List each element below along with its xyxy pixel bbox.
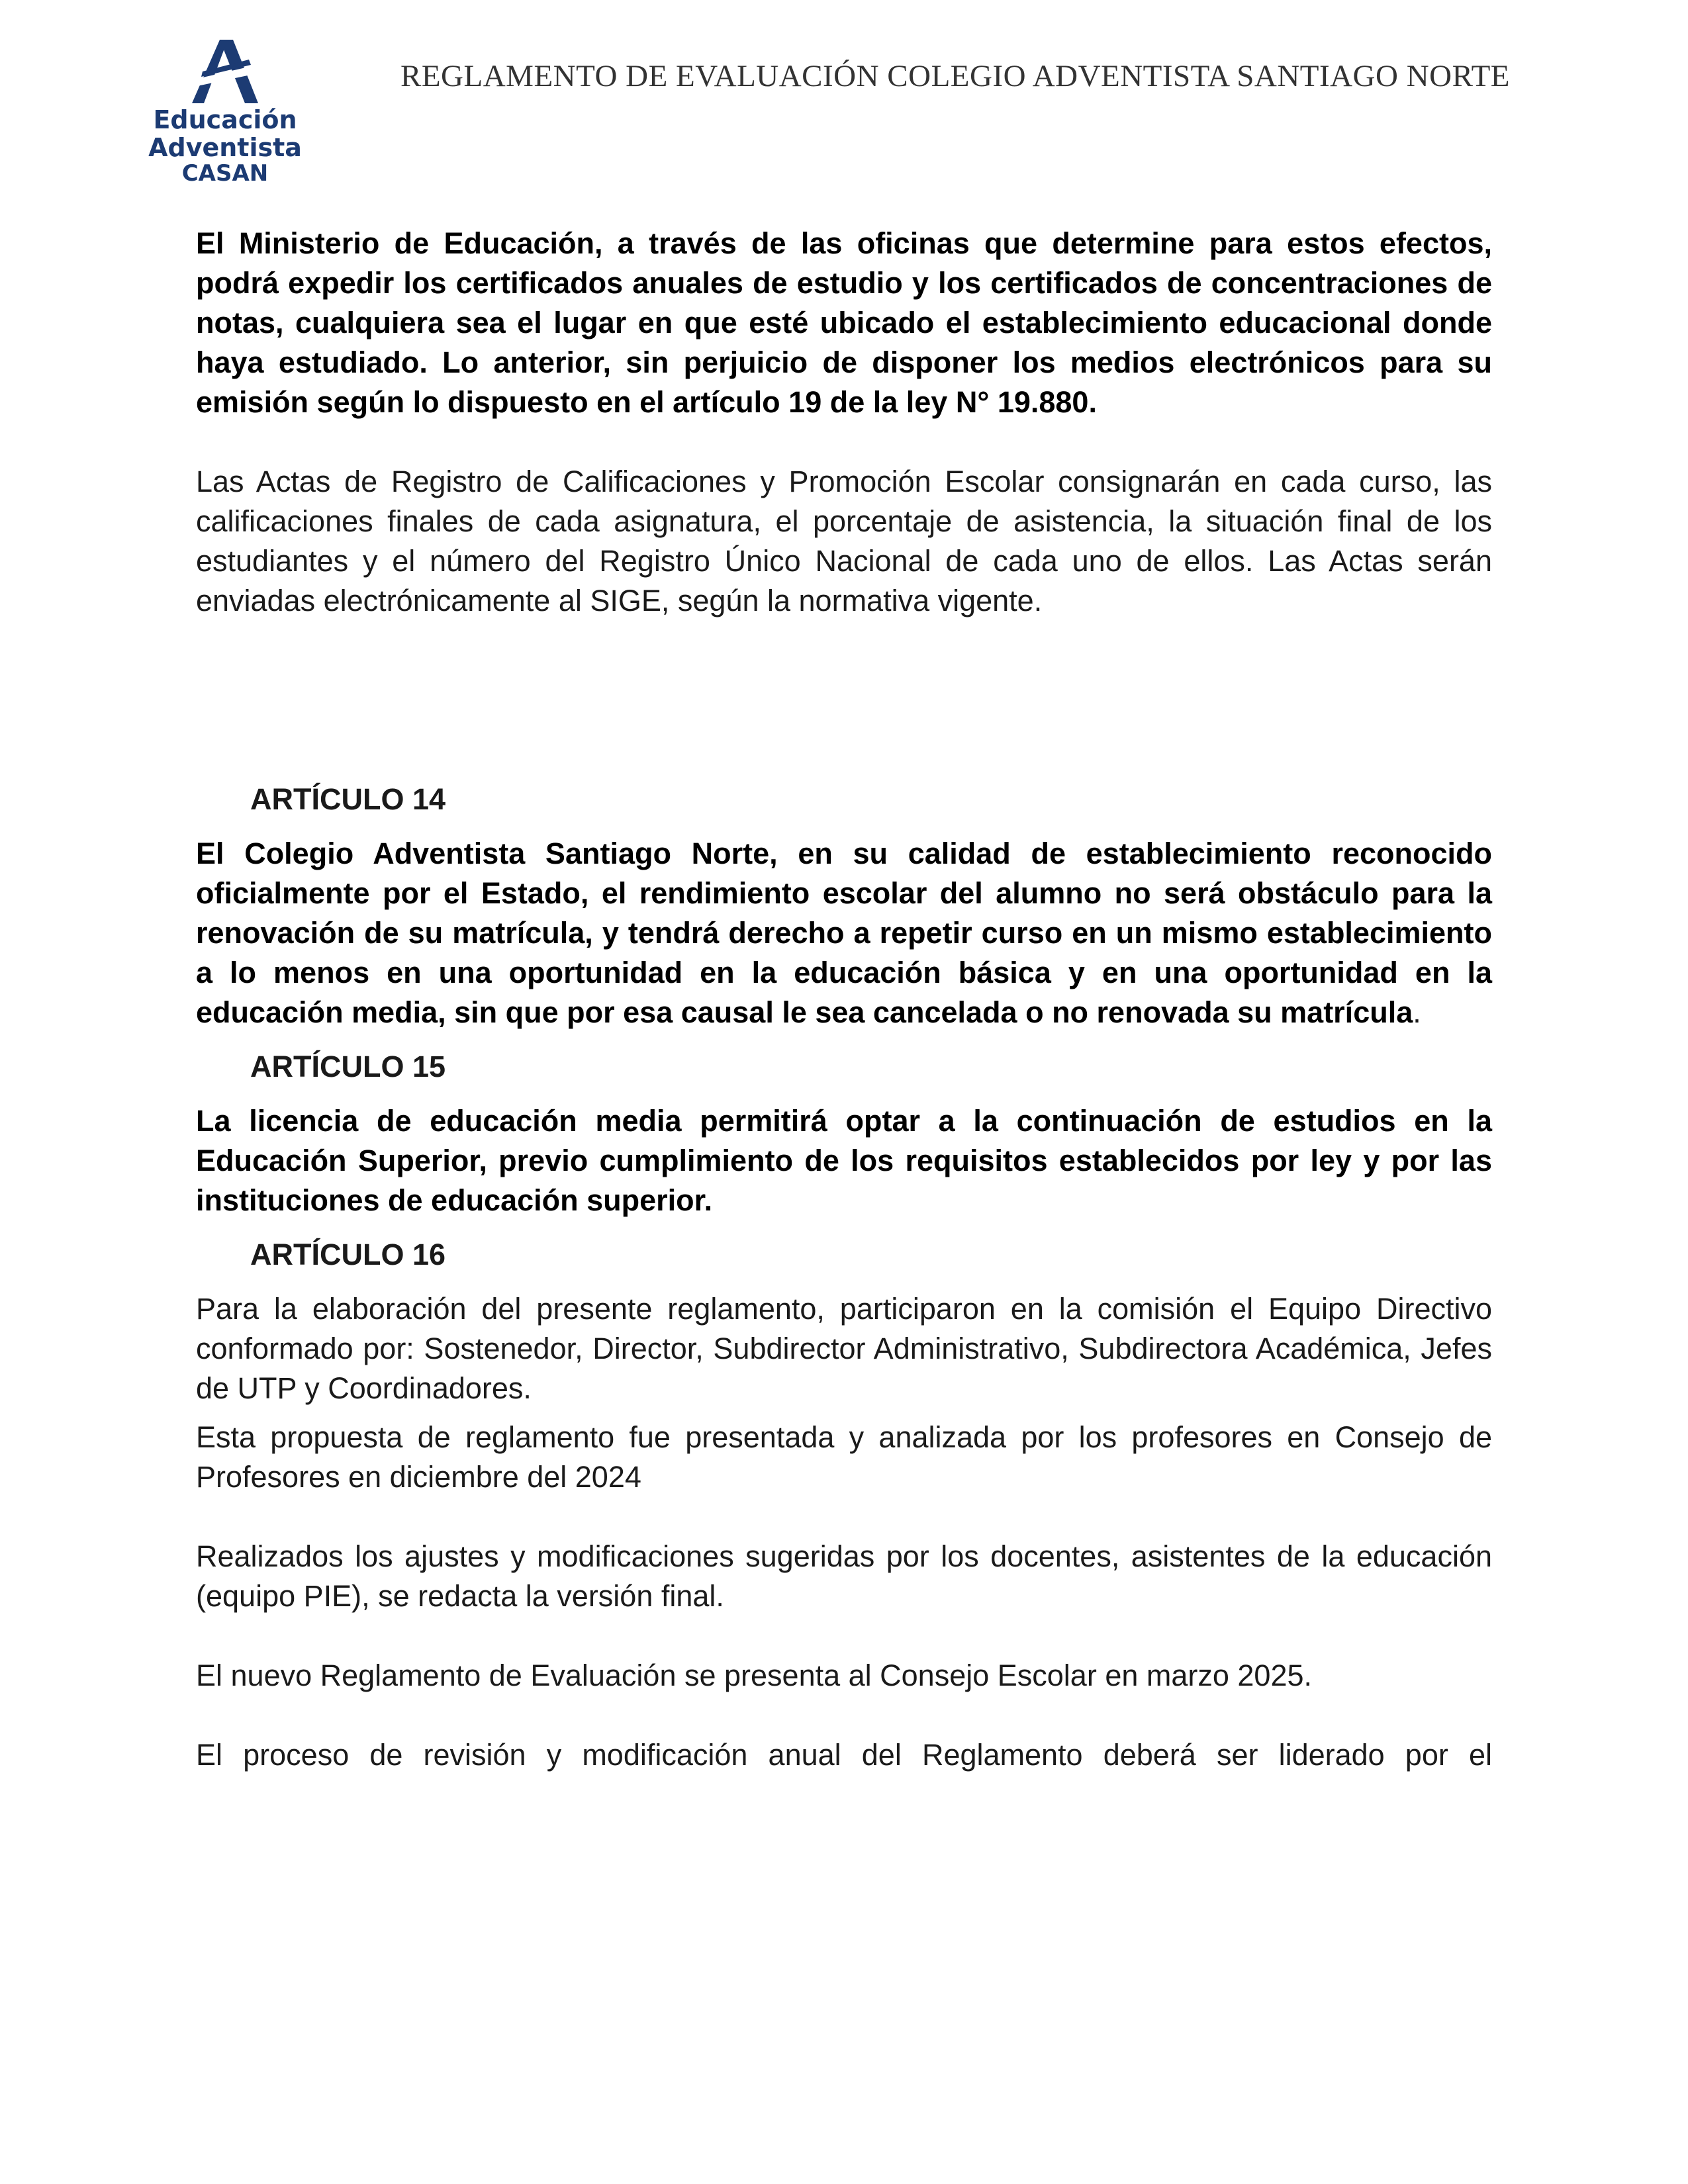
logo-line-casan: CASAN [181, 160, 269, 187]
paragraph-articulo-16-revision: El proceso de revisión y modificación anual del Reglamento deberá ser liderado por el [196, 1738, 1492, 1772]
heading-articulo-16: ARTÍCULO 16 [250, 1238, 446, 1271]
paragraph-articulo-14 [196, 834, 1492, 1032]
paragraph-articulo-14-text: El Colegio Adventista Santiago Norte, en su calidad de establecimiento reconocido oficialmente por el Estado, el rendimiento escolar del alumno no será obstáculo para la renovación de su matrícula, y tendrá derecho a repetir curso en un mismo establecimiento a lo menos en una oportunidad en la educación básica y en una oportunidad en la educación media, sin que por esa causal le sea cancelada o no renovada su matrícula [196, 837, 1492, 1029]
paragraph-articulo-14-tail: . [1413, 995, 1421, 1029]
paragraph-articulo-16-ajustes: Realizados los ajustes y modificaciones sugeridas por los docentes, asistentes de la educación (equipo PIE), se redacta la versión final. [196, 1539, 1492, 1613]
paragraph-articulo-16-comision: Para la elaboración del presente reglamento, participaron en la comisión el Equipo Directivo conformado por: Sostenedor, Director, Subdirector Administrativo, Subdirectora Académica, Jefes de UTP y Coordinadores. [196, 1292, 1492, 1405]
document-body [196, 224, 1492, 1775]
heading-articulo-14: ARTÍCULO 14 [250, 782, 446, 816]
paragraph-ministerio: El Ministerio de Educación, a través de las oficinas que determine para estos efectos, podrá expedir los certificados anuales de estudio y los certificados de concentraciones de notas, cualquiera sea el lugar en que esté ubicado el establecimiento educacional donde haya estudiado. Lo anterior, sin perjuicio de disponer los medios electrónicos para su emisión según lo dispuesto en el artículo 19 de la ley N° 19.880. [196, 226, 1492, 419]
paragraph-actas: Las Actas de Registro de Calificaciones y Promoción Escolar consignarán en cada curso, las calificaciones finales de cada asignatura, el porcentaje de asistencia, la situación final de los estudiantes y el número del Registro Único Nacional de cada uno de ellos. Las Actas serán enviadas electrónicamente al SIGE, según la normativa vigente. [196, 465, 1492, 617]
logo-line-educacion: Educación [153, 105, 297, 134]
paragraph-articulo-15: La licencia de educación media permitirá optar a la continuación de estudios en la Educación Superior, previo cumplimiento de los requisitos establecidos por ley y por las instituciones de educación superior. [196, 1104, 1492, 1217]
logo-text [132, 106, 318, 185]
paragraph-articulo-16-consejo: El nuevo Reglamento de Evaluación se presenta al Consejo Escolar en marzo 2025. [196, 1659, 1313, 1692]
paragraph-articulo-16-propuesta: Esta propuesta de reglamento fue presentada y analizada por los profesores en Consejo de Profesores en diciembre del 2024 [196, 1420, 1492, 1494]
header-logo [132, 40, 318, 185]
heading-articulo-15: ARTÍCULO 15 [250, 1050, 446, 1083]
logo-line-adventista: Adventista [148, 133, 302, 162]
adventist-a-logo-icon [185, 40, 265, 106]
document-header-title: REGLAMENTO DE EVALUACIÓN COLEGIO ADVENTISTA SANTIAGO NORTE [400, 59, 1511, 93]
